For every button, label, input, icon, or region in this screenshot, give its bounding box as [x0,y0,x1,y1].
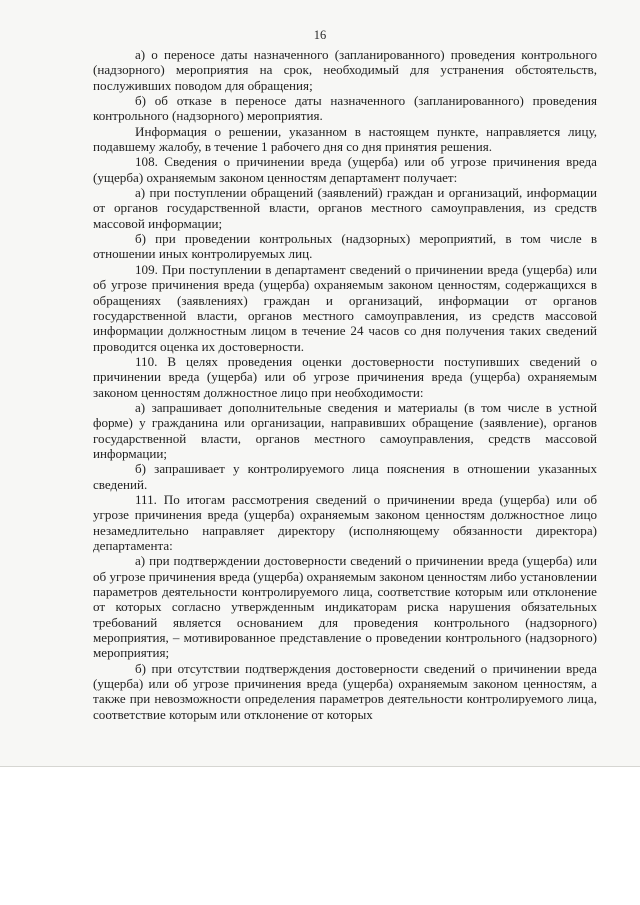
paragraph-110: 110. В целях проведения оценки достоверности поступивших сведений о причинении вреда (ущерба) или об угрозе причинения вреда (ущерба) охраняемым законом ценностям должностное лицо при необходимости: [93,353,597,400]
paragraph-108-b: б) при проведении контрольных (надзорных) мероприятий, в том числе в отношении иных контролируемых лиц. [93,231,597,262]
document-body [93,47,597,722]
paragraph-111-b: б) при отсутствии подтверждения достоверности сведений о причинении вреда (ущерба) или об угрозе причинения вреда (ущерба) охраняемым законом ценностям, а также при невозможности определения параметров деятельности контролируемого лица, соответствие которым или отклонение от которых [93,660,597,722]
paragraph-108: 108. Сведения о причинении вреда (ущерба) или об угрозе причинения вреда (ущерба) охраняемым законом ценностям департамент получает: [93,154,597,185]
paragraph-111-a: а) при подтверждении достоверности сведений о причинении вреда (ущерба) или об угрозе причинения вреда (ущерба) охраняемым законом ценностям либо установлении параметров деятельности контролируемого лица, соответствие которым или отклонение от которых согласно утвержденным индикаторам риска нарушения обязательных требований является основанием для проведения контрольного (надзорного) мероприятия, – мотивированное представление о проведении контрольного (надзорного) мероприятия; [93,553,597,661]
paragraph-110-b: б) запрашивает у контролируемого лица пояснения в отношении указанных сведений. [93,461,597,492]
paragraph-108-a: а) при поступлении обращений (заявлений) граждан и организаций, информации от органов государственной власти, органов местного самоуправления, из средств массовой информации; [93,185,597,231]
page-bottom-edge [0,766,640,767]
paragraph-110-a: а) запрашивает дополнительные сведения и материалы (в том числе в устной форме) у гражданина или организации, направивших обращение (заявление), органов государственной власти, органов местного самоуправления, средств массовой информации; [93,399,597,461]
paragraph-107-b: б) об отказе в переносе даты назначенного (запланированного) проведения контрольного (надзорного) мероприятия. [93,93,597,124]
paragraph-109: 109. При поступлении в департамент сведений о причинении вреда (ущерба) или об угрозе причинения вреда (ущерба) охраняемым законом ценностям, содержащихся в обращениях (заявлениях) граждан и организаций, информации от органов государственной власти, органов местного самоуправления, из средств массовой информации должностным лицом в течение 24 часов со дня получения таких сведений проводится оценка их достоверности. [93,261,597,354]
paragraph-111: 111. По итогам рассмотрения сведений о причинении вреда (ущерба) или об угрозе причинения вреда (ущерба) охраняемым законом ценностям должностное лицо незамедлительно направляет директору (исполняющему обязанности директора) департамента: [93,491,597,553]
paragraph-107-a: а) о переносе даты назначенного (запланированного) проведения контрольного (надзорного) мероприятия на срок, необходимый для устранения обстоятельств, послуживших поводом для обращения; [93,47,597,93]
page-number: 16 [313,28,327,42]
paragraph-107-info: Информация о решении, указанном в настоящем пункте, направляется лицу, подавшему жалобу, в течение 1 рабочего дня со дня принятия решения. [93,123,597,155]
